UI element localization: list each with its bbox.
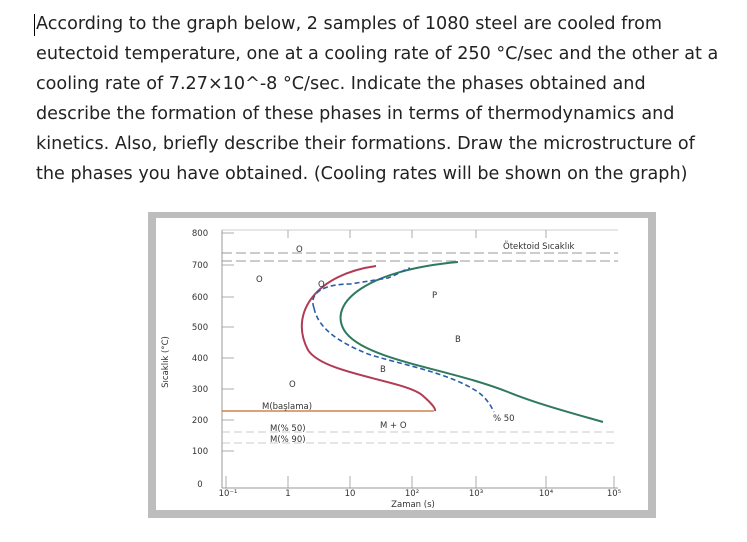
x-tick-100000: 10⁵ — [606, 489, 622, 499]
label-m-50: M(% 50) — [270, 424, 306, 434]
x-tick-10: 10 — [344, 489, 356, 499]
y-tick-200: 200 — [191, 416, 209, 426]
x-tick-1: 1 — [285, 489, 291, 499]
label-m-start: M(başlama) — [262, 402, 313, 412]
y-tick-800: 800 — [191, 229, 209, 239]
label-b: B — [455, 335, 461, 345]
label-o-lower: O — [289, 380, 296, 390]
label-b-curve: B — [380, 365, 386, 375]
question-text: According to the graph below, 2 samples of 1080 steel are cooled from eutectoid temperature, one at a cooling rate of 250 °C/sec and the other at a cooling rate of 7.27×10^-8 °C/sec. Indicate the phases obtained and describe the formation of these phases in terms of thermodynamics and kinetics. Also, briefly describe their formations. Draw the microstructure of the phases you have obtained. (Cooling rates will be shown on the graph) — [36, 14, 719, 184]
x-tick-1000: 10³ — [468, 489, 484, 499]
x-tick-10000: 10⁴ — [538, 489, 554, 499]
y-tick-500: 500 — [191, 323, 209, 333]
y-tick-400: 400 — [191, 354, 209, 364]
ttt-diagram-svg — [148, 212, 656, 518]
x-axis-label: Zaman (s) — [391, 500, 435, 510]
x-tick-100: 10² — [404, 489, 420, 499]
ttt-diagram-figure — [148, 212, 656, 518]
plot-background — [156, 218, 648, 510]
label-p: P — [432, 291, 438, 301]
label-m-90: M(% 90) — [270, 435, 306, 445]
y-tick-100: 100 — [191, 447, 209, 457]
x-tick-0-1: 10⁻¹ — [218, 489, 238, 499]
y-axis-label: Sıcaklık (°C) — [161, 336, 171, 388]
label-m-plus-o: M + O — [380, 421, 407, 431]
y-tick-700: 700 — [191, 261, 209, 271]
label-o-upper-left: O — [256, 275, 263, 285]
label-o-curve: O — [318, 280, 325, 290]
eutectoid-label: Ötektoid Sıcaklık — [503, 242, 575, 252]
y-tick-600: 600 — [191, 293, 209, 303]
text-cursor — [34, 14, 35, 36]
label-percent-50: % 50 — [493, 414, 515, 424]
y-tick-0: 0 — [197, 480, 203, 490]
y-tick-300: 300 — [191, 385, 209, 395]
label-o-top: O — [296, 245, 303, 255]
